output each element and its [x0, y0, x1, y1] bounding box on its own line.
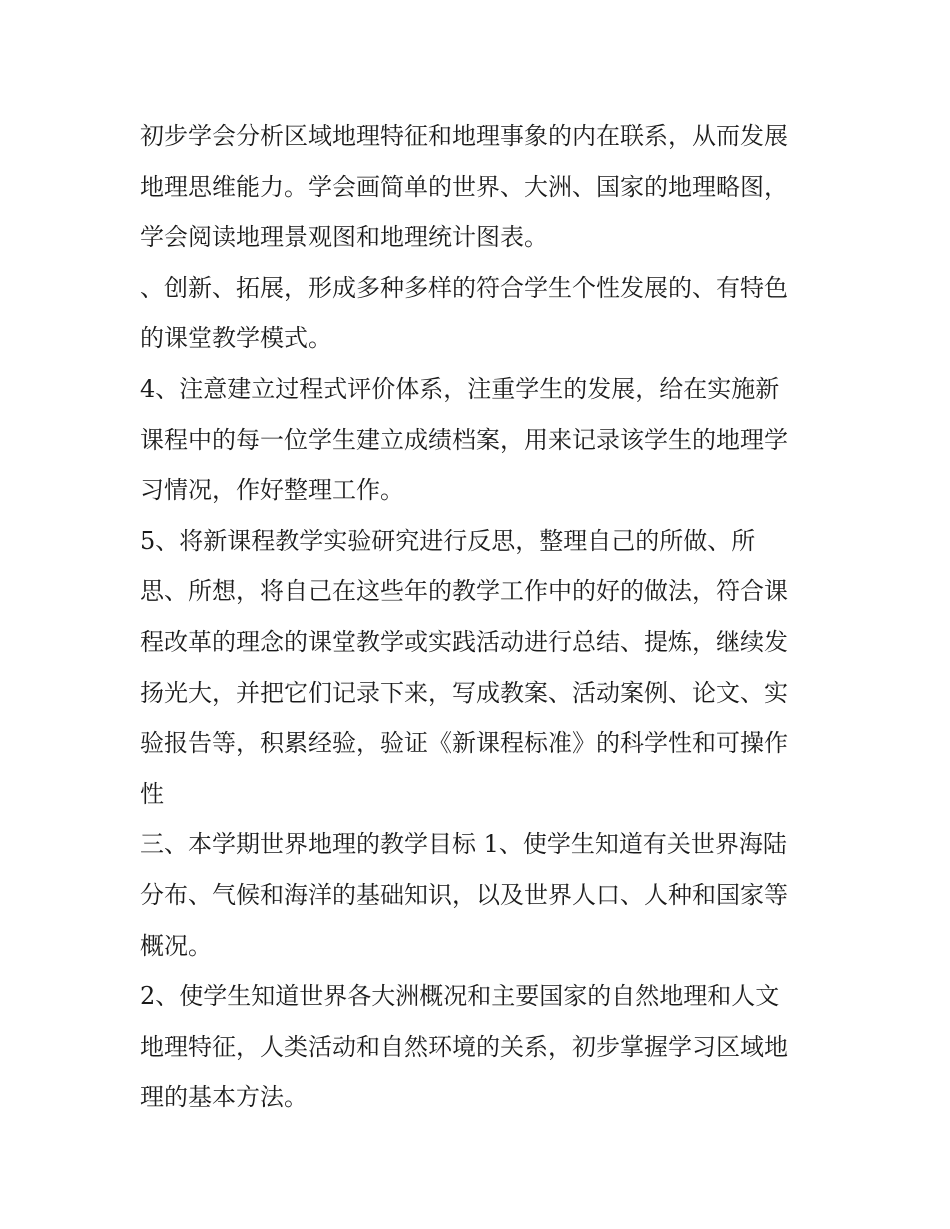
text-line: 地理特征，人类活动和自然环境的关系，初步掌握学习区域地: [140, 1032, 788, 1061]
text-line: 初步学会分析区域地理特征和地理事象的内在联系，从而发展: [140, 122, 788, 150]
text-line: 分布、气候和海洋的基础知识，以及世界人口、人种和国家等: [140, 880, 788, 909]
text-line: 课程中的每一位学生建立成绩档案，用来记录该学生的地理学: [140, 425, 788, 454]
text-line: 学会阅读地理景观图和地理统计图表。: [140, 223, 548, 252]
text-line: 习情况，作好整理工作。: [140, 476, 404, 505]
text-line: 验报告等，积累经验，验证《新课程标准》的科学性和可操作: [140, 729, 788, 758]
text-line: 思、所想，将自己在这些年的教学工作中的好的做法，符合课: [140, 577, 788, 606]
text-line: 程改革的理念的课堂教学或实践活动进行总结、提炼，继续发: [140, 627, 788, 656]
text-line: 地理思维能力。学会画简单的世界、大洲、国家的地理略图，: [140, 172, 788, 201]
text-line: 5、将新课程教学实验研究进行反思，整理自己的所做、所: [140, 526, 756, 555]
text-line: 理的基本方法。: [140, 1083, 308, 1112]
document-body: [140, 111, 820, 1123]
text-line: 、创新、拓展，形成多种多样的符合学生个性发展的、有特色: [140, 273, 788, 302]
text-line: 2、使学生知道世界各大洲概况和主要国家的自然地理和人文: [140, 982, 780, 1011]
text-line: 概况。: [140, 931, 212, 960]
text-line: 的课堂教学模式。: [140, 324, 332, 353]
text-line: 扬光大，并把它们记录下来，写成教案、活动案例、论文、实: [140, 678, 788, 707]
text-line: 性: [140, 779, 164, 808]
text-line: 三、本学期世界地理的教学目标 1、使学生知道有关世界海陆: [140, 830, 787, 859]
text-line: 4、注意建立过程式评价体系，注重学生的发展，给在实施新: [140, 374, 780, 403]
